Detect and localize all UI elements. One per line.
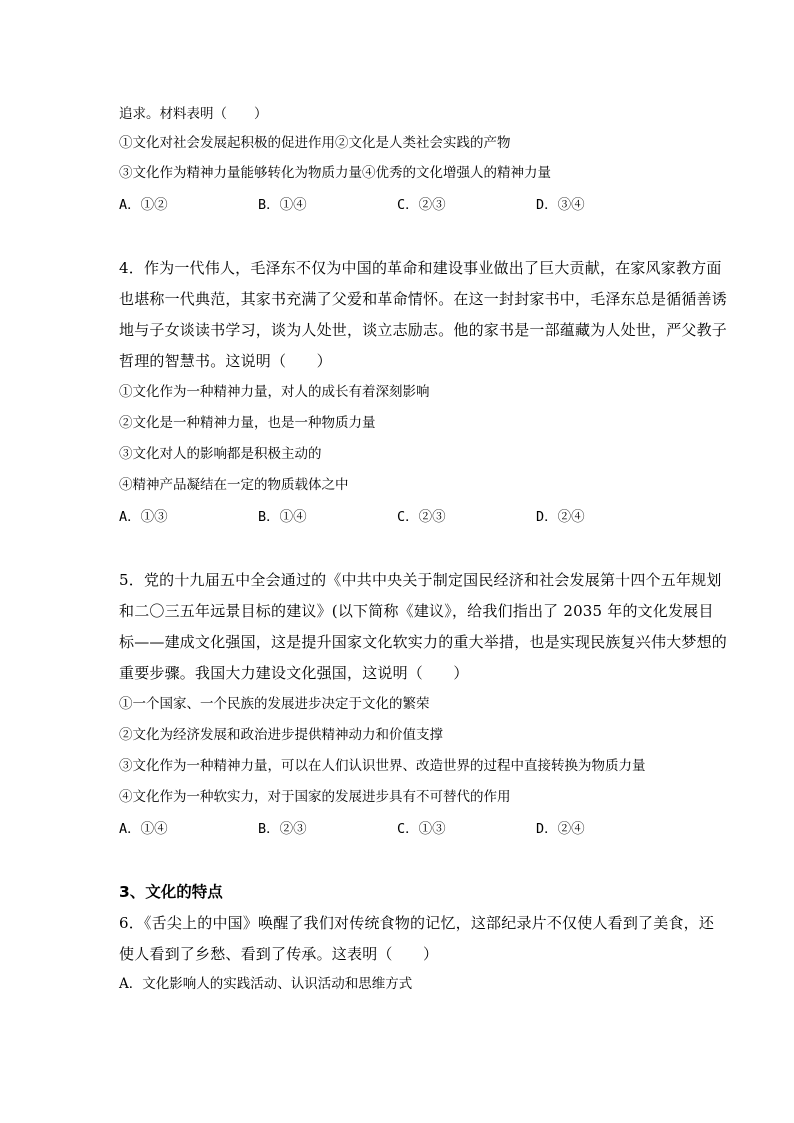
q4-stem-line-3: 地与子女谈读书学习，谈为人处世，谈立志励志。他的家书是一部蕴藏为人处世，严父教子 [119,321,728,339]
q5-option-a: A．①④ [119,821,168,837]
q4-stem-line-1: 4．作为一代伟人，毛泽东不仅为中国的革命和建设事业做出了巨大贡献，在家风家教方面 [119,259,722,277]
section-heading: 3、文化的特点 [119,883,223,901]
q4-option-d: D．②④ [536,509,585,525]
q4-statement-4: ④精神产品凝结在一定的物质载体之中 [119,477,349,493]
q4-statement-1: ①文化作为一种精神力量，对人的成长有着深刻影响 [119,384,430,400]
q5-stem-line-3: 标——建成文化强国，这是提升国家文化软实力的重大举措，也是实现民族复兴伟大梦想的 [119,633,728,651]
q4-option-c: C．②③ [397,509,446,525]
q3-option-c: C．②③ [397,197,446,213]
q4-stem-line-4: 哲理的智慧书。这说明（ ） [119,352,332,370]
q6-option-a: A．文化影响人的实践活动、认识活动和思维方式 [119,976,413,992]
q4-option-b: B．①④ [258,509,307,525]
q5-statement-4: ④文化作为一种软实力，对于国家的发展进步具有不可替代的作用 [119,789,511,805]
q3-option-b: B．①④ [258,197,307,213]
q4-stem-line-2: 也堪称一代典范，其家书充满了父爱和革命情怀。在这一封封家书中，毛泽东总是循循善诱 [119,290,728,308]
q4-option-a: A．①③ [119,509,168,525]
q4-statement-3: ③文化对人的影响都是积极主动的 [119,446,322,462]
q3-statement-1-2: ①文化对社会发展起积极的促进作用②文化是人类社会实践的产物 [119,135,511,151]
q6-stem-line-1: 6．《舌尖上的中国》唤醒了我们对传统食物的记忆，这部纪录片不仅使人看到了美食，还 [119,914,715,932]
q5-stem-line-4: 重要步骤。我国大力建设文化强国，这说明（ ） [119,664,469,682]
q4-statement-2: ②文化是一种精神力量，也是一种物质力量 [119,415,376,431]
q5-statement-3: ③文化作为一种精神力量，可以在人们认识世界、改造世界的过程中直接转换为物质力量 [119,758,646,774]
q5-option-d: D．②④ [536,821,585,837]
q3-lead: 追求。材料表明（ ） [119,106,268,122]
q5-statement-1: ①一个国家、一个民族的发展进步决定于文化的繁荣 [119,696,430,712]
q5-option-b: B．②③ [258,821,307,837]
q5-stem-line-2: 和二〇三五年远景目标的建议》(以下简称《建议》，给我们指出了 2035 年的文化发展目 [119,602,714,620]
q3-option-a: A．①② [119,197,168,213]
q3-statement-3-4: ③文化作为精神力量能够转化为物质力量④优秀的文化增强人的精神力量 [119,165,551,181]
q5-option-c: C．①③ [397,821,446,837]
q5-stem-line-1: 5．党的十九届五中全会通过的《中共中央关于制定国民经济和社会发展第十四个五年规划 [119,571,722,589]
q5-statement-2: ②文化为经济发展和政治进步提供精神动力和价值支撑 [119,727,443,743]
q6-stem-line-2: 使人看到了乡愁、看到了传承。这表明（ ） [119,945,439,963]
q3-option-d: D．③④ [536,197,585,213]
